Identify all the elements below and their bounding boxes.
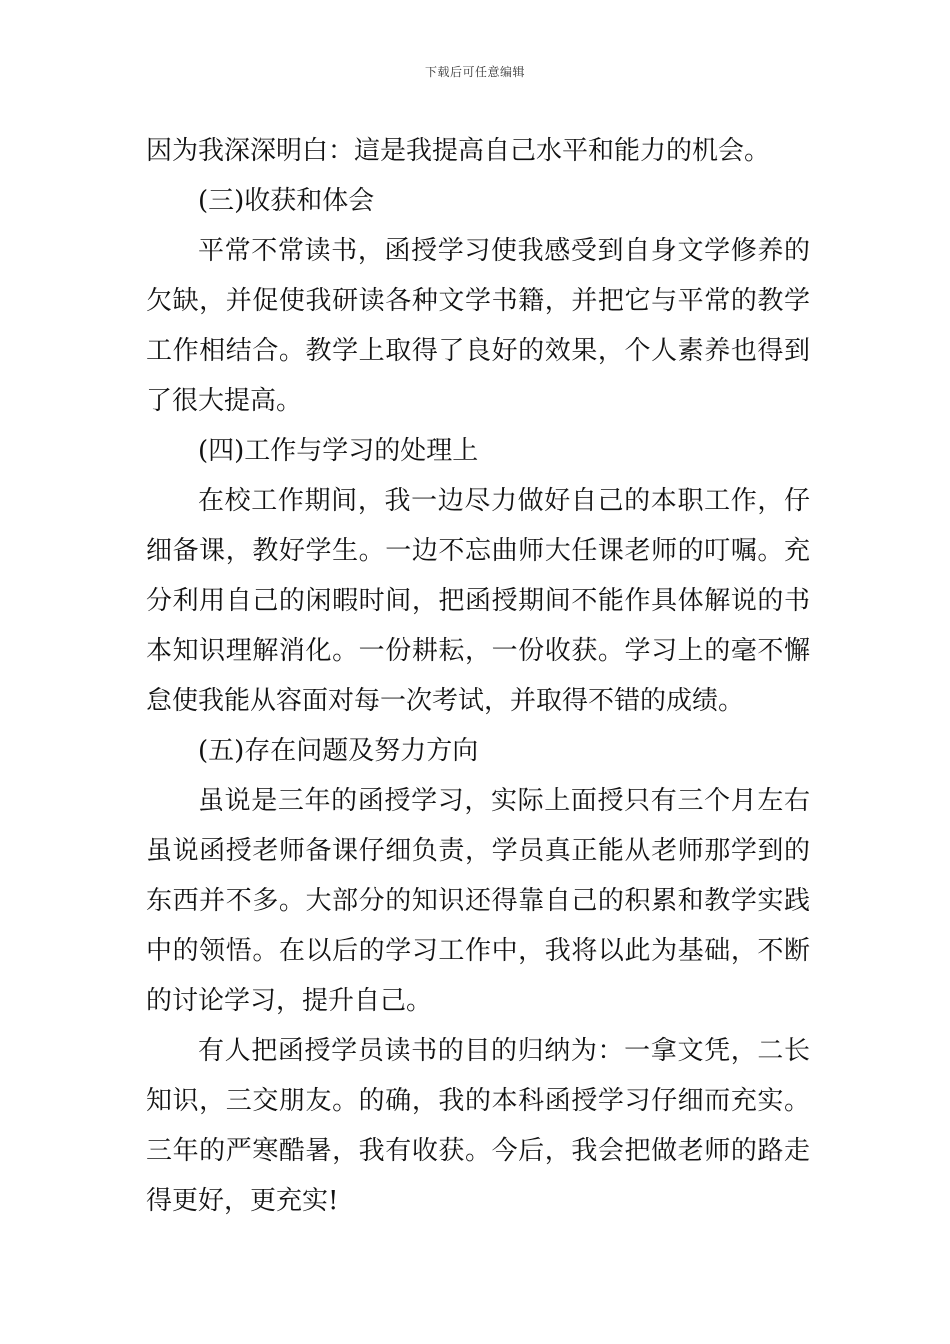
section-heading-problems: (五)存在问题及努力方向	[198, 736, 479, 766]
section-heading-work-study: (四)工作与学习的处理上	[198, 436, 479, 466]
paragraph-conclusion: 有人把函授学员读书的目的归纳为：一拿文凭，二长知识，三交朋友。的确，我的本科函授学习仔细而充实。三年的严寒酷暑，我有收获。今后，我会把做老师的路走得更好，更充实!	[146, 1036, 810, 1216]
document-body	[146, 126, 810, 1226]
paragraph-harvest: 平常不常读书，函授学习使我感受到自身文学修养的欠缺，并促使我研读各种文学书籍，并把它与平常的教学工作相结合。教学上取得了良好的效果，个人素养也得到了很大提高。	[146, 236, 810, 416]
paragraph-intro-line: 因为我深深明白：這是我提高自己水平和能力的机会。	[146, 136, 771, 166]
paragraph-problems: 虽说是三年的函授学习，实际上面授只有三个月左右虽说函授老师备课仔细负责，学员真正能从老师那学到的东西并不多。大部分的知识还得靠自己的积累和教学实践中的领悟。在以后的学习工作中，我将以此为基础，不断的讨论学习，提升自己。	[146, 786, 810, 1016]
section-heading-harvest: (三)收获和体会	[198, 186, 375, 216]
paragraph-work-study: 在校工作期间，我一边尽力做好自己的本职工作，仔细备课，教好学生。一边不忘曲师大任课老师的叮嘱。充分利用自己的闲暇时间，把函授期间不能作具体解说的书本知识理解消化。一份耕耘，一份收获。学习上的毫不懈怠使我能从容面对每一次考试，并取得不错的成绩。	[146, 486, 810, 716]
header-note: 下载后可任意编辑	[424, 65, 525, 79]
